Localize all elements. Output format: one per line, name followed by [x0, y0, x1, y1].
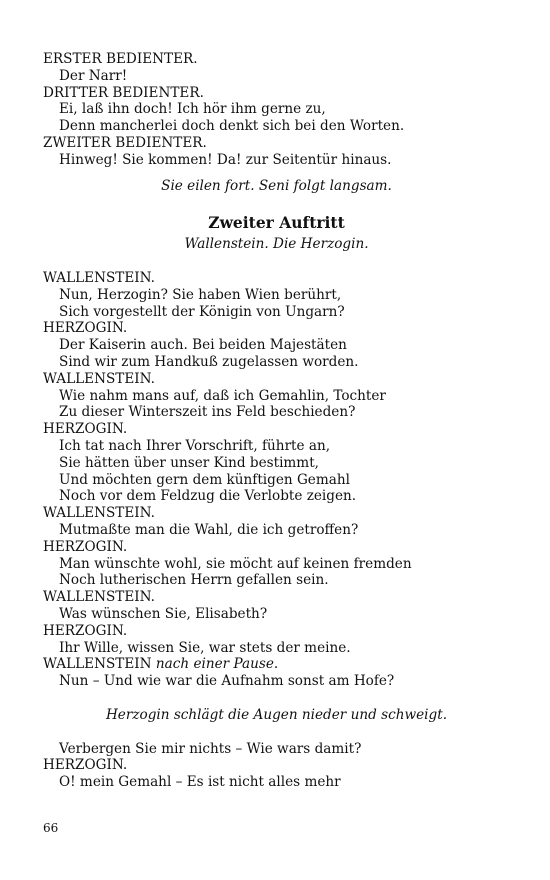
speaker-name: HERZOGIN.	[43, 757, 128, 774]
verse-line: Nun – Und wie war die Aufnahm sonst am Hofe?	[59, 673, 395, 690]
verse-line: Sich vorgestellt der Königin von Ungarn?	[59, 303, 345, 320]
verse-line: Nun, Herzogin? Sie haben Wien berührt,	[59, 286, 342, 303]
page-number: 66	[43, 821, 59, 835]
stage-direction: Sie eilen fort. Seni folgt langsam.	[161, 177, 392, 194]
verse-line: Der Narr!	[59, 67, 128, 84]
speaker-name: ZWEITER BEDIENTER.	[43, 134, 207, 151]
verse-line: Noch lutherischen Herrn gefallen sein.	[59, 572, 329, 589]
speaker-name: ERSTER BEDIENTER.	[43, 51, 198, 67]
dialogue-block-main	[43, 270, 510, 656]
verse-line: Hinweg! Sie kommen! Da! zur Seitentür hinaus.	[59, 151, 392, 168]
verse-line: Mutmaßte man die Wahl, die ich getroffen?	[59, 521, 359, 538]
dialogue-block-top	[43, 51, 510, 169]
dialogue-block-end	[43, 741, 510, 791]
inline-stage-direction: nach einer Pause.	[155, 656, 279, 673]
verse-line: O! mein Gemahl – Es ist nicht alles mehr	[59, 774, 341, 791]
verse-line: Wie nahm mans auf, daß ich Gemahlin, Tochter	[59, 387, 386, 404]
stage-direction: Herzogin schlägt die Augen nieder und schweigt.	[105, 706, 448, 723]
verse-line: Ich tat nach Ihrer Vorschrift, führte an,	[59, 437, 331, 454]
verse-line: Verbergen Sie mir nichts – Wie wars damit?	[59, 740, 362, 757]
speaker-name: WALLENSTEIN.	[43, 505, 156, 522]
verse-line: Was wünschen Sie, Elisabeth?	[59, 605, 268, 622]
speaker-name: HERZOGIN.	[43, 320, 128, 337]
scene-subheading: Wallenstein. Die Herzogin.	[184, 236, 369, 253]
speaker-name: WALLENSTEIN	[43, 656, 152, 673]
verse-line: Zu dieser Winterszeit ins Feld beschieden?	[59, 404, 356, 421]
verse-line: Ihr Wille, wissen Sie, war stets der meine.	[59, 639, 351, 656]
verse-line: Man wünschte wohl, sie möcht auf keinen fremden	[59, 555, 412, 572]
verse-line: Ei, laß ihn doch! Ich hör ihm gerne zu,	[59, 101, 326, 118]
speaker-name: HERZOGIN.	[43, 421, 128, 438]
verse-line: Sie hätten über unser Kind bestimmt,	[59, 454, 319, 471]
verse-line: Noch vor dem Feldzug die Verlobte zeigen.	[59, 488, 357, 505]
verse-line: Der Kaiserin auch. Bei beiden Majestäten	[59, 337, 347, 354]
speaker-name: WALLENSTEIN.	[43, 370, 156, 387]
speaker-name: HERZOGIN.	[43, 622, 128, 639]
verse-line: Sind wir zum Handkuß zugelassen worden.	[59, 353, 359, 370]
speaker-name: DRITTER BEDIENTER.	[43, 84, 204, 101]
speaker-name: WALLENSTEIN.	[43, 269, 156, 286]
scene-heading: Zweiter Auftritt	[208, 213, 345, 233]
speaker-name: HERZOGIN.	[43, 538, 128, 555]
speaker-name: WALLENSTEIN.	[43, 589, 156, 606]
speaker-line-with-direction	[43, 656, 510, 673]
verse-line: Denn mancherlei doch denkt sich bei den Worten.	[59, 118, 405, 135]
verse-line: Und möchten gern dem künftigen Gemahl	[59, 471, 350, 488]
